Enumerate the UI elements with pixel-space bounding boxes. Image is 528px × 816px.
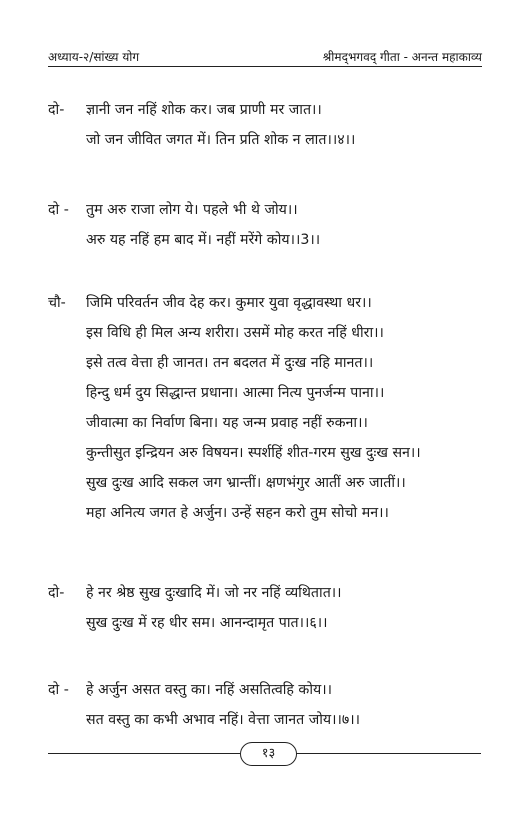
footer-divider-right [295,753,481,754]
verse-line: हे अर्जुन असत वस्तु का। नहिं असतित्वहि कोय।। [86,682,332,698]
verse-label: दो- [48,585,65,601]
verse-line: अरु यह नहिं हम बाद में। नहीं मरेंगे कोय।।3।। [86,232,321,248]
verse-label: दो - [48,682,69,698]
verse-line: हिन्दु धर्म दुय सिद्धान्त प्रधाना। आत्मा नित्य पुनर्जन्म पाना।। [86,385,385,401]
verse-line: इसे तत्व वेत्ता ही जानत। तन बदलत में दुःख नहि मानत।। [86,355,374,371]
verse-label: दो- [48,102,65,118]
verse-line: जीवात्मा का निर्वाण बिना। यह जन्म प्रवाह नहीं रुकना।। [86,415,368,431]
verse-line: ज्ञानी जन नहिं शोक कर। जब प्राणी मर जात।। [86,102,322,118]
verse-line: कुन्तीसुत इन्द्रियन अरु विषयन। स्पर्शहिं शीत-गरम सुख दुःख सन।। [86,445,421,461]
verse-label: चौ- [48,295,66,311]
verse-line: हे नर श्रेष्ठ सुख दुःखादि में। जो नर नहिं व्यथितात।। [86,585,342,601]
footer-divider-left [48,753,240,754]
verse-line: तुम अरु राजा लोग ये। पहले भी थे जोय।। [86,202,298,218]
page-number: १३ [240,742,297,766]
chapter-title: अध्याय-२/सांख्य योग [48,50,140,64]
verse-line: जिमि परिवर्तन जीव देह कर। कुमार युवा वृद्धावस्था धर।। [86,295,372,311]
verse-line: इस विधि ही मिल अन्य शरीरा। उसमें मोह करत नहिं धीरा।। [86,325,384,341]
verse-line: सुख दुःख में रह धीर सम। आनन्दामृत पात।।६।। [86,615,328,631]
verse-label: दो - [48,202,69,218]
verse-line: सत वस्तु का कभी अभाव नहिं। वेत्ता जानत जोय।।७।। [86,712,361,728]
book-title: श्रीमद्‌भगवद् गीता - अनन्त महाकाव्य [322,50,482,64]
page-header [48,44,482,67]
verse-line: जो जन जीवित जगत में। तिन प्रति शोक न लात।।४।। [86,132,356,148]
verse-line: सुख दुःख आदि सकल जग भ्रान्तीं। क्षणभंगुर आतीं अरु जातीं।। [86,475,406,491]
verse-line: महा अनित्य जगत हे अर्जुन। उन्हें सहन करो तुम सोचो मन।। [86,505,389,521]
